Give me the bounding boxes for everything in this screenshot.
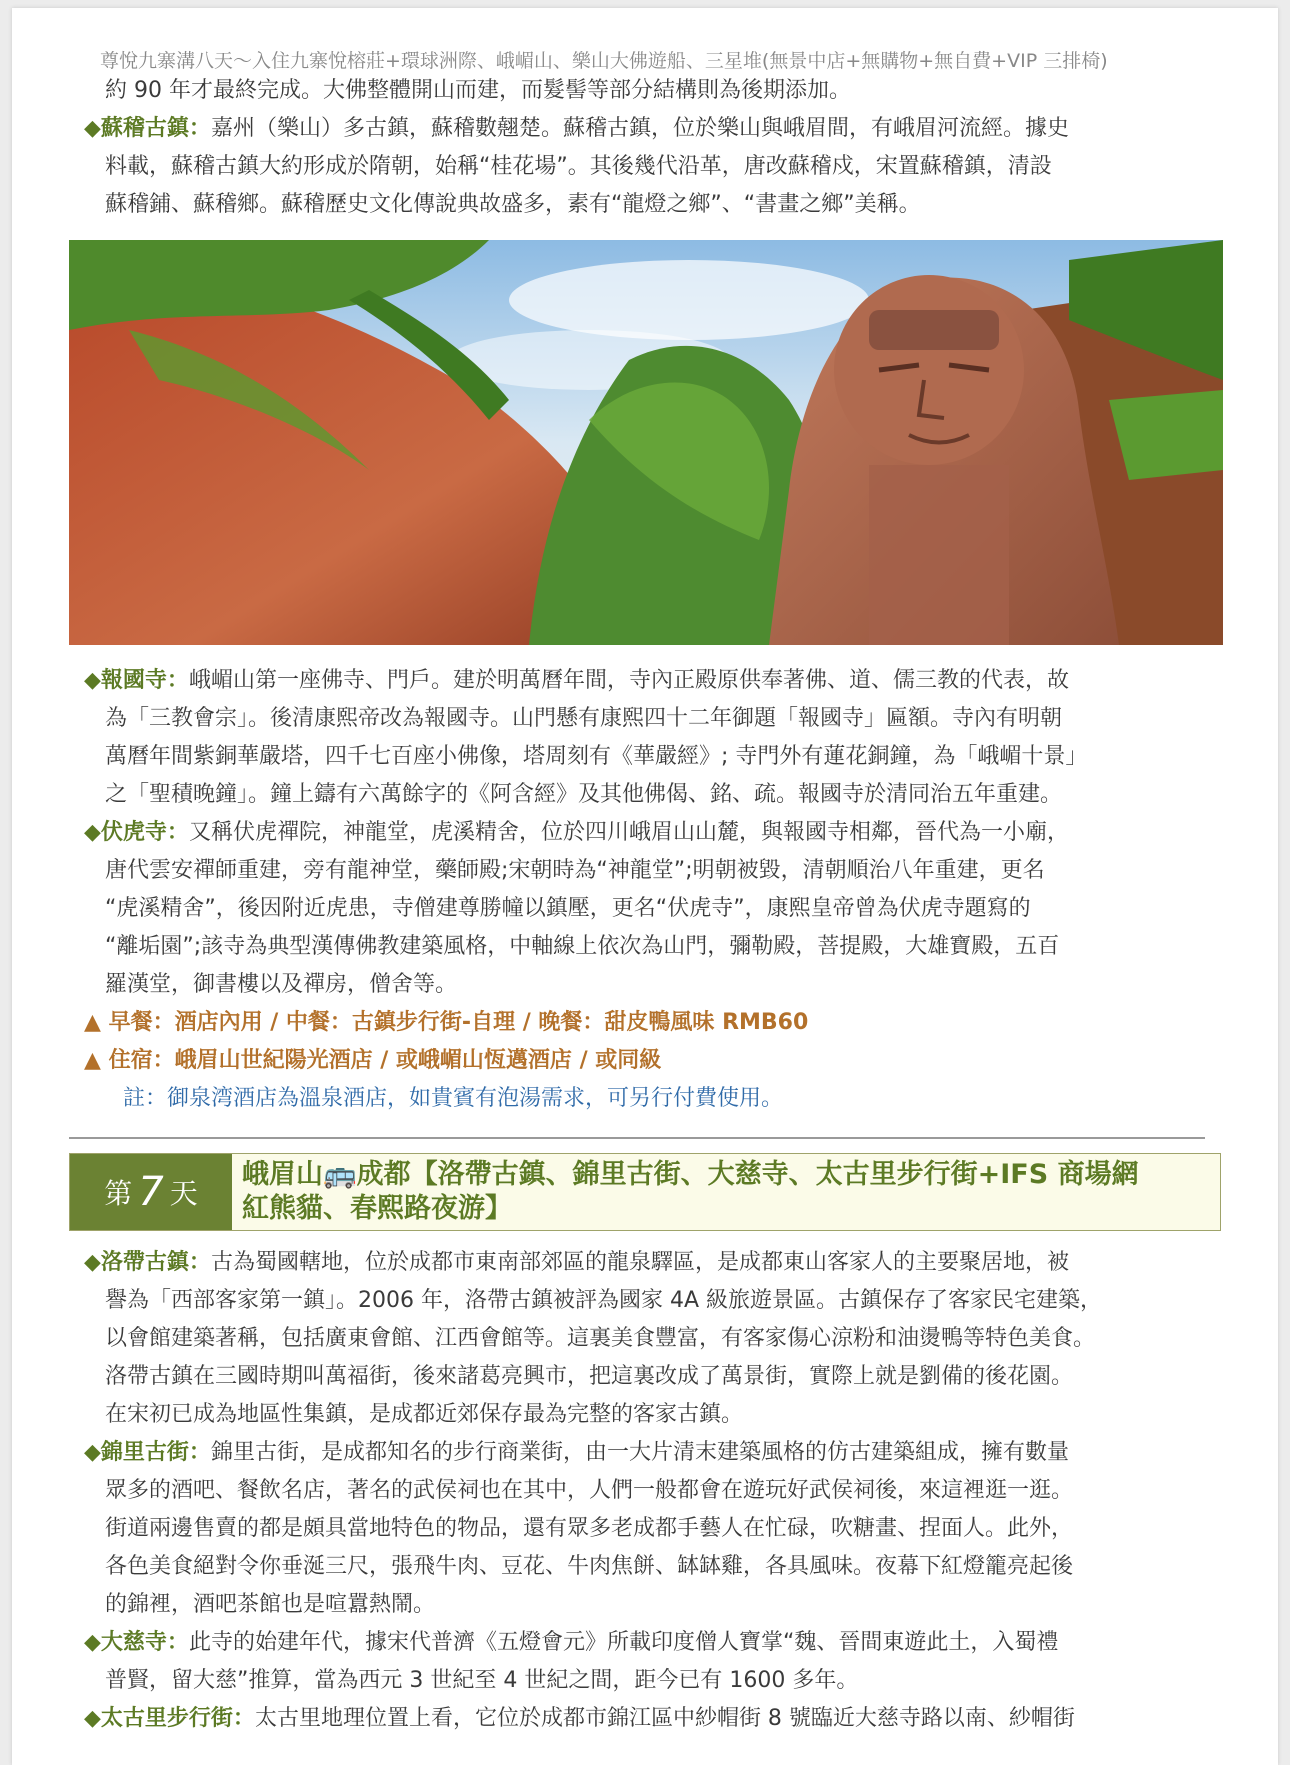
- photo-illustration: [69, 240, 1223, 645]
- attraction-term: 大慈寺：: [100, 1630, 189, 1655]
- day-7-header: [69, 1153, 1221, 1231]
- day-label: [70, 1154, 232, 1230]
- attraction-text-line: “虎溪精舍”，後因附近虎患，寺僧建尊勝幢以鎮壓，更名“伏虎寺”，康熙皇帝曾為伏虎寺題寫的: [105, 896, 1031, 921]
- attraction-text-line: 萬曆年間紫銅華嚴塔，四千七百座小佛像，塔周刻有《華嚴經》; 寺門外有蓮花銅鐘，為「峨嵋十景」: [105, 744, 1088, 769]
- day-label-suffix: 天: [169, 1177, 198, 1210]
- attraction-daci: [84, 1624, 1238, 1700]
- section-mid: [84, 662, 1238, 1118]
- attraction-text-line: 嘉州（樂山）多古鎮，蘇稽數翹楚。蘇稽古鎮，位於樂山與峨眉間，有峨眉河流經。據史: [210, 116, 1069, 141]
- attraction-text-line: 各色美食絕對令你垂涎三尺，張飛牛肉、豆花、牛肉焦餅、缽缽雞，各具風味。夜幕下紅燈籠亮起後: [105, 1554, 1074, 1579]
- attraction-taikoo: [84, 1700, 1238, 1738]
- attraction-text-line: 峨嵋山第一座佛寺、門戶。建於明萬曆年間，寺內正殿原供奉著佛、道、儒三教的代表，故: [188, 668, 1069, 693]
- attraction-term: 錦里古街：: [100, 1440, 211, 1465]
- attraction-text-line: 譽為「西部客家第一鎮」。2006 年，洛帶古鎮被評為國家 4A 級旅遊景區。古鎮保存了客家民宅建築，: [105, 1288, 1103, 1313]
- diamond-bullet-icon: ◆: [84, 1630, 101, 1655]
- attraction-term: 蘇稽古鎮：: [100, 116, 211, 141]
- attraction-text-line: 料載，蘇稽古鎮大約形成於隋朝，始稱“桂花場”。其後幾代沿革，唐改蘇稽戍，宋置蘇稽鎮，清設: [105, 154, 1052, 179]
- attraction-text-line: 普賢，留大慈”推算，當為西元 3 世紀至 4 世紀之間，距今已有 1600 多年。: [105, 1668, 859, 1693]
- day-title: [232, 1154, 1220, 1230]
- attraction-term: 太古里步行街：: [100, 1706, 255, 1731]
- attraction-text-line: 羅漢堂，御書樓以及禪房，僧舍等。: [105, 972, 458, 997]
- attraction-text-line: 古為蜀國轄地，位於成都市東南部郊區的龍泉驛區，是成都東山客家人的主要聚居地，被: [210, 1250, 1069, 1275]
- attraction-text-line: 在宋初已成為地區性集鎮，是成都近郊保存最為完整的客家古鎮。: [105, 1402, 744, 1427]
- diamond-bullet-icon: ◆: [84, 668, 101, 693]
- day-label-prefix: 第: [104, 1177, 133, 1210]
- attraction-term: 洛帶古鎮：: [100, 1250, 211, 1275]
- section-bottom: [84, 1244, 1238, 1738]
- lodging-line: ▲ 住宿：峨眉山世紀陽光酒店 / 或峨嵋山恆邁酒店 / 或同級: [84, 1048, 662, 1073]
- attraction-luodai: [84, 1244, 1238, 1434]
- attraction-text-line: 唐代雲安禪師重建，旁有龍神堂，藥師殿;宋朝時為“神龍堂”;明朝被毀，清朝順治八年重建，更名: [105, 858, 1045, 883]
- continuation-line: 約 90 年才最終完成。大佛整體開山而建，而髮髻等部分結構則為後期添加。: [105, 78, 851, 103]
- attraction-text-line: 蘇稽鋪、蘇稽鄉。蘇稽歷史文化傳說典故盛多，素有“龍燈之鄉”、“書畫之鄉”美稱。: [105, 192, 921, 217]
- attraction-text-line: 此寺的始建年代，據宋代普濟《五燈會元》所載印度僧人寶掌“魏、晉間東遊此土，入蜀禮: [188, 1630, 1059, 1655]
- leshan-buddha-photo: [69, 240, 1223, 645]
- hotel-note: 註：御泉湾酒店為溫泉酒店，如貴賓有泡湯需求，可另行付費使用。: [123, 1086, 784, 1111]
- diamond-bullet-icon: ◆: [84, 1706, 101, 1731]
- diamond-bullet-icon: ◆: [84, 1250, 101, 1275]
- running-header: 尊悅九寨溝八天～入住九寨悅榕莊+環球洲際、峨嵋山、樂山大佛遊船、三星堆(無景中店+無購物+無自費+VIP 三排椅): [100, 50, 1108, 72]
- attraction-text-line: 之「聖積晚鐘」。鐘上鑄有六萬餘字的《阿含經》及其他佛偈、銘、疏。報國寺於清同治五年重建。: [105, 782, 1063, 807]
- diamond-bullet-icon: ◆: [84, 1440, 101, 1465]
- attraction-fuhu: [84, 814, 1238, 1004]
- attraction-term: 報國寺：: [100, 668, 189, 693]
- attraction-text-line: “離垢園”;該寺為典型漢傳佛教建築風格，中軸線上依次為山門，彌勒殿，菩提殿，大雄寶殿，五百: [105, 934, 1060, 959]
- section-top: [84, 72, 1238, 224]
- attraction-text-line: 街道兩邊售賣的都是頗具當地特色的物品，還有眾多老成都手藝人在忙碌，吹糖畫、捏面人。此外，: [105, 1516, 1074, 1541]
- day-title-line: 峨眉山🚌成都【洛帶古鎮、錦里古街、大慈寺、太古里步行街+IFS 商場網: [242, 1159, 1139, 1190]
- section-divider: [69, 1137, 1205, 1139]
- attraction-text-line: 洛帶古鎮在三國時期叫萬福街，後來諸葛亮興市，把這裏改成了萬景街，實際上就是劉備的後花園。: [105, 1364, 1074, 1389]
- diamond-bullet-icon: ◆: [84, 820, 101, 845]
- attraction-text-line: 又稱伏虎禪院，神龍堂，虎溪精舍，位於四川峨眉山山麓，與報國寺相鄰，晉代為一小廟，: [188, 820, 1069, 845]
- attraction-text-line: 錦里古街，是成都知名的步行商業街，由一大片清末建築風格的仿古建築組成，擁有數量: [210, 1440, 1069, 1465]
- day-title-line: 紅熊貓、春熙路夜游】: [242, 1193, 512, 1224]
- diamond-bullet-icon: ◆: [84, 116, 101, 141]
- attraction-text-line: 以會館建築著稱，包括廣東會館、江西會館等。這裏美食豐富，有客家傷心涼粉和油燙鴨等特色美食。: [105, 1326, 1096, 1351]
- day-number: 7: [138, 1169, 164, 1215]
- attraction-text-line: 為「三教會宗」。後清康熙帝改為報國寺。山門懸有康熙四十二年御題「報國寺」匾額。寺內有明朝: [105, 706, 1063, 731]
- document-page: [12, 8, 1278, 1765]
- attraction-text-line: 眾多的酒吧、餐飲名店，著名的武侯祠也在其中，人們一般都會在遊玩好武侯祠後，來這裡逛一逛。: [105, 1478, 1074, 1503]
- attraction-baoguo: [84, 662, 1238, 814]
- meals-line: ▲ 早餐：酒店內用 / 中餐：古鎮步行街-自理 / 晚餐：甜皮鴨風味 RMB60: [84, 1010, 809, 1035]
- attraction-jinli: [84, 1434, 1238, 1624]
- attraction-text-line: 的錦裡，酒吧茶館也是喧囂熱鬧。: [105, 1592, 436, 1617]
- attraction-text-line: 太古里地理位置上看，它位於成都市錦江區中紗帽街 8 號臨近大慈寺路以南、紗帽街: [254, 1706, 1075, 1731]
- attraction-suji: [84, 110, 1238, 224]
- attraction-term: 伏虎寺：: [100, 820, 189, 845]
